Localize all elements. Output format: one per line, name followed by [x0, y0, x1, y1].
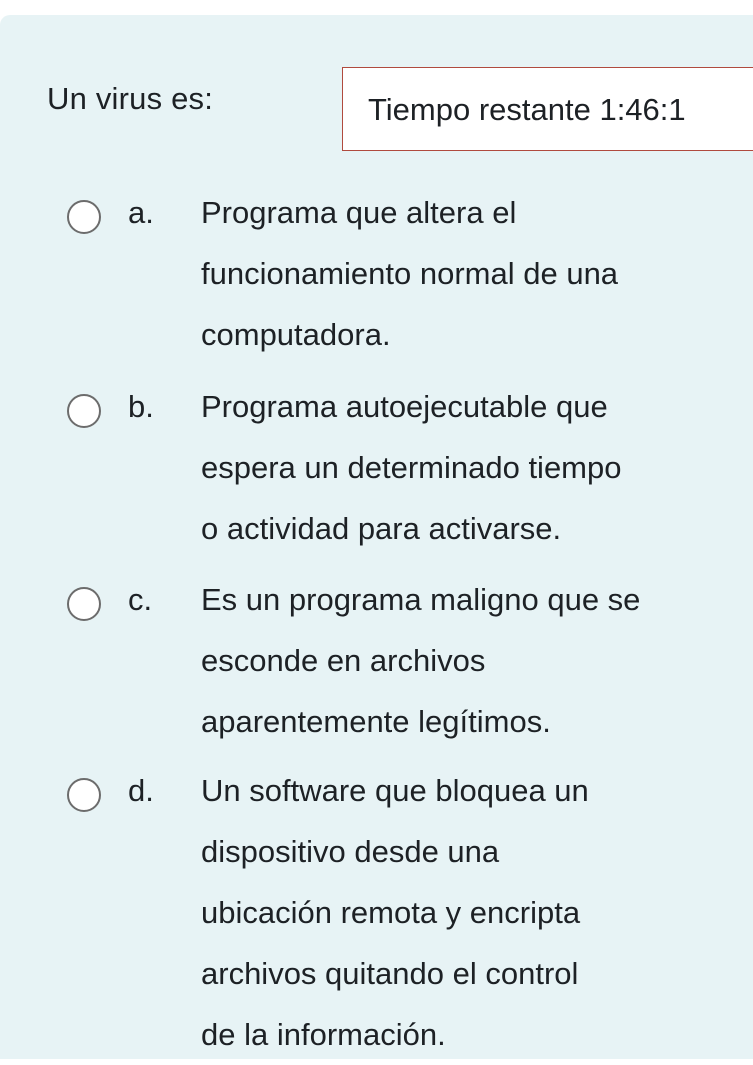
question-panel	[0, 15, 753, 1059]
time-remaining-timer: Tiempo restante 1:46:1	[342, 67, 753, 151]
question-text: Un virus es:	[47, 81, 214, 116]
option-letter-b: b.	[128, 389, 154, 424]
option-text-c[interactable]: Es un programa maligno que se esconde en archivos aparentemente legítimos.	[201, 582, 641, 739]
option-text-a[interactable]: Programa que altera el funcionamiento normal de una computadora.	[201, 195, 619, 352]
radio-button-a[interactable]	[67, 200, 101, 234]
radio-button-c[interactable]	[67, 587, 101, 621]
option-letter-d: d.	[128, 773, 154, 808]
option-letter-c: c.	[128, 582, 153, 617]
option-text-b[interactable]: Programa autoejecutable que espera un determinado tiempo o actividad para activarse.	[201, 389, 622, 546]
option-text-d[interactable]: Un software que bloquea un dispositivo desde una ubicación remota y encripta archivos quitando el control de la información.	[201, 773, 589, 1052]
radio-button-b[interactable]	[67, 394, 101, 428]
radio-button-d[interactable]	[67, 778, 101, 812]
option-letter-a: a.	[128, 195, 154, 230]
